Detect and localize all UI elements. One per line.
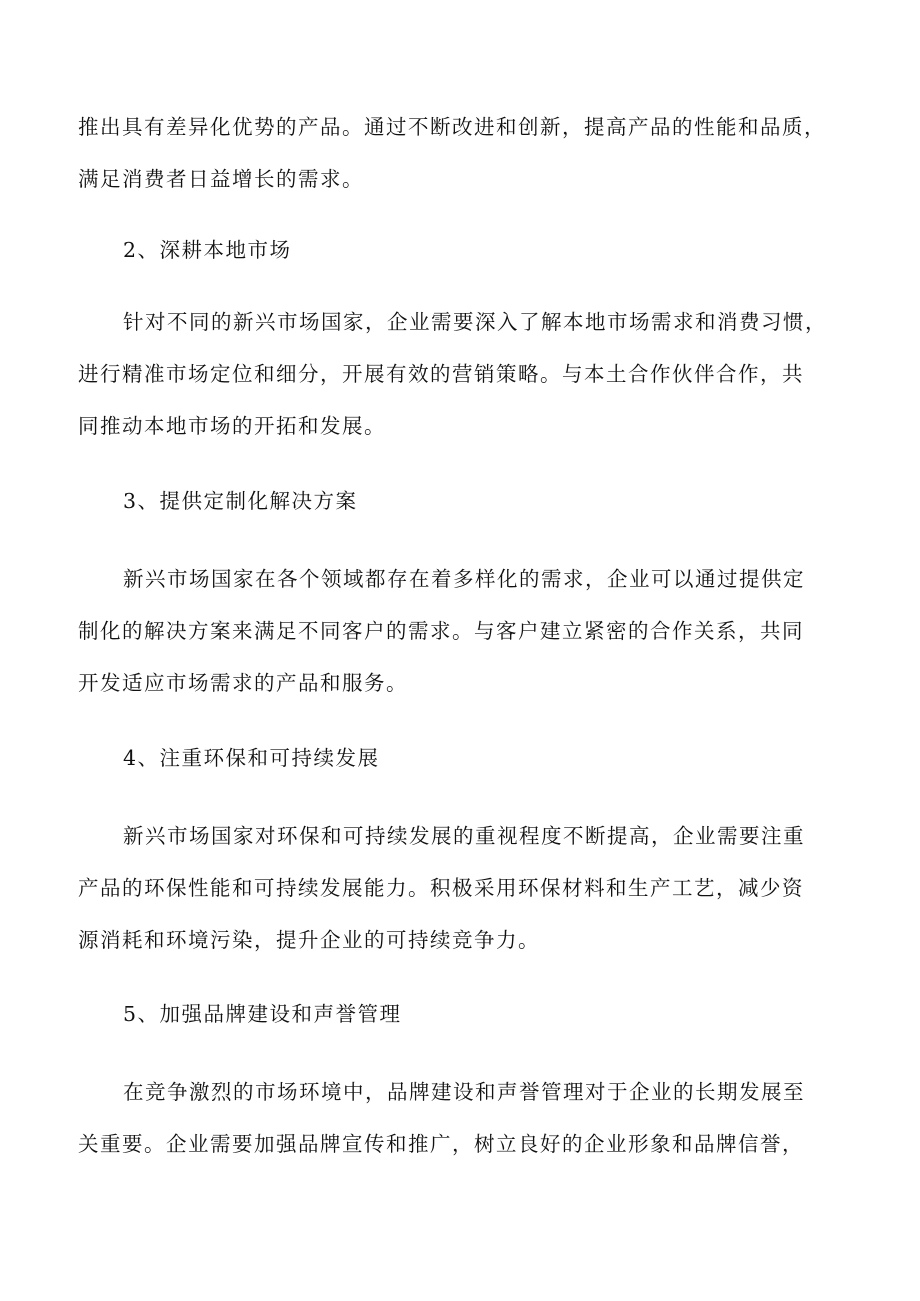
paragraph-custom-solutions [78,553,850,709]
text-line: 满足消费者日益增长的需求。 [78,167,364,191]
text-line: 同推动本地市场的开拓和发展。 [78,414,386,438]
section-heading-2: 2、深耕本地市场 [123,238,292,262]
section-heading-4: 4、注重环保和可持续发展 [123,746,380,770]
text-line: 关重要。企业需要加强品牌宣传和推广，树立良好的企业形象和品牌信誉， [78,1132,804,1156]
text-line: 新兴市场国家对环保和可持续发展的重视程度不断提高，企业需要注重 [123,824,805,848]
text-line: 新兴市场国家在各个领域都存在着多样化的需求，企业可以通过提供定 [123,567,805,591]
text-line: 推出具有差异化优势的产品。通过不断改进和创新，提高产品的性能和品质， [78,115,826,139]
text-line: 针对不同的新兴市场国家，企业需要深入了解本地市场需求和消费习惯， [123,310,827,334]
paragraph-sustainability [78,810,850,966]
section-heading-3: 3、提供定制化解决方案 [123,489,358,513]
text-line: 开发适应市场需求的产品和服务。 [78,671,408,695]
text-line: 进行精准市场定位和细分，开展有效的营销策略。与本土合作伙伴合作，共 [78,362,804,386]
section-heading-5: 5、加强品牌建设和声誉管理 [123,1002,402,1026]
text-line: 在竞争激烈的市场环境中，品牌建设和声誉管理对于企业的长期发展至 [123,1080,805,1104]
text-line: 产品的环保性能和可持续发展能力。积极采用环保材料和生产工艺，减少资 [78,876,804,900]
paragraph-product-differentiation [78,101,850,205]
paragraph-local-market [78,296,850,452]
paragraph-brand-reputation [78,1066,850,1170]
text-line: 制化的解决方案来满足不同客户的需求。与客户建立紧密的合作关系，共同 [78,619,804,643]
text-line: 源消耗和环境污染，提升企业的可持续竞争力。 [78,928,540,952]
